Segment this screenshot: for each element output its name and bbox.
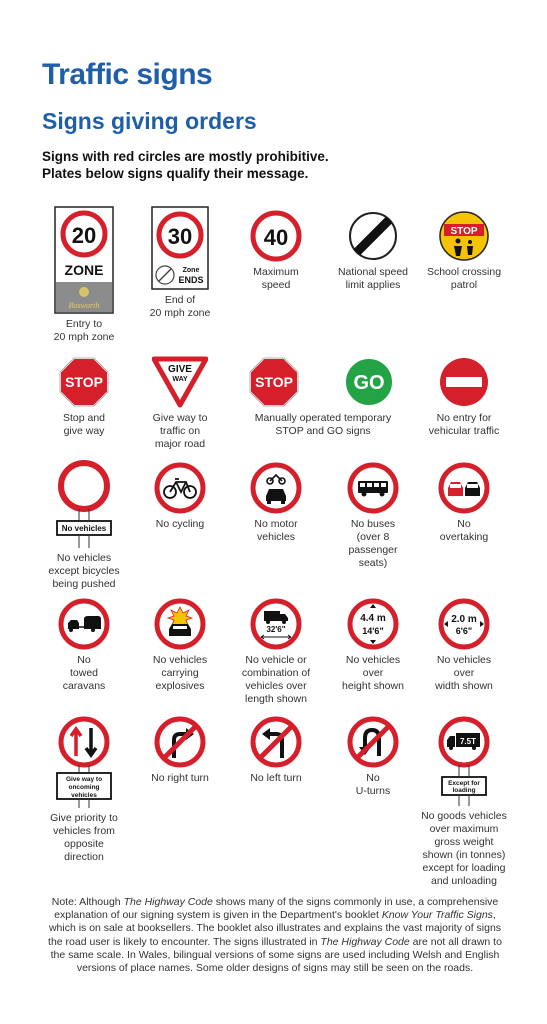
sign-no-motor-vehicles (224, 462, 328, 544)
sign-no-towed-caravans (32, 598, 136, 693)
caption-width-limit: No vehicles over width shown (435, 654, 493, 692)
no-motor-vehicles-icon (250, 462, 302, 514)
zone-20-sign-icon (54, 206, 114, 314)
width-metric: 2.0 m (451, 614, 477, 625)
note-italic-3: The Highway Code (320, 935, 410, 948)
sign-school-crossing (412, 210, 516, 292)
no-u-turn-icon (347, 716, 399, 768)
length-limit-value: 32'6" (266, 625, 286, 634)
height-limit-icon (347, 598, 399, 650)
school-crossing-patrol-icon (438, 210, 490, 262)
sign-national-speed (321, 210, 425, 292)
zone-word: ZONE (64, 262, 104, 278)
goods-plate-line-1: Except for (448, 780, 480, 787)
sign-no-left-turn (224, 716, 328, 785)
manual-stop-text: STOP (255, 374, 293, 390)
sign-no-buses (321, 462, 425, 570)
sign-width-limit (412, 598, 516, 693)
page-title: Traffic signs (42, 58, 213, 91)
caption-no-goods-vehicles: No goods vehicles over maximum gross weight shown (in tonnes) except for loading and unloading (421, 810, 507, 887)
sign-stop (32, 356, 136, 438)
no-entry-sign-icon (438, 356, 490, 408)
give-way-line-2: WAY (172, 376, 188, 383)
caption-stop: Stop and give way (62, 412, 106, 437)
section-title: Signs giving orders (42, 108, 257, 134)
give-way-sign-icon (152, 356, 208, 408)
no-vehicles-plate-text: No vehicles (61, 524, 107, 533)
give-way-line-1: GIVE (168, 364, 192, 375)
caption-no-buses: No buses (over 8 passenger seats) (348, 518, 398, 569)
national-speed-limit-icon (347, 210, 399, 262)
caption-length-limit: No vehicle or combination of vehicles over length shown (241, 654, 311, 705)
caption-no-right-turn: No right turn (151, 772, 209, 784)
priority-plate-line-1: Give way to (65, 776, 103, 783)
zone-ends-line-2: ENDS (178, 275, 204, 285)
caption-no-vehicles: No vehicles except bicycles being pushed (48, 552, 120, 590)
intro-text (42, 148, 329, 182)
caption-end-20-zone: End of 20 mph zone (149, 294, 211, 319)
no-overtaking-sign-icon (438, 462, 490, 514)
sign-no-entry (412, 356, 516, 438)
sign-no-overtaking (412, 462, 516, 544)
no-goods-vehicles-icon (434, 716, 494, 806)
caption-no-cycling: No cycling (155, 518, 205, 530)
caption-no-entry: No entry for vehicular traffic (428, 412, 500, 437)
sign-length-limit (224, 598, 328, 706)
priority-plate-line-2: oncoming (68, 784, 100, 791)
sign-give-way (128, 356, 232, 451)
speed-40-sign-icon (250, 210, 302, 262)
no-vehicles-sign-icon (54, 460, 114, 548)
manual-stop-icon (248, 356, 300, 408)
sign-no-right-turn (128, 716, 232, 785)
caption-no-u-turns: No U-turns (355, 772, 391, 797)
sign-no-goods-vehicles (412, 716, 516, 888)
caption-no-towed-caravans: No towed caravans (62, 654, 106, 692)
caption-entry-20-zone: Entry to 20 mph zone (53, 318, 115, 343)
give-priority-icon (54, 716, 114, 808)
sign-no-explosives (128, 598, 232, 693)
caption-no-motor-vehicles: No motor vehicles (254, 518, 298, 543)
width-imperial: 6'6" (455, 626, 473, 636)
height-imperial: 14'6" (362, 626, 384, 636)
sign-height-limit (321, 598, 425, 693)
caption-give-priority: Give priority to vehicles from opposite direction (50, 812, 118, 863)
caption-maximum-speed: Maximum speed (253, 266, 299, 291)
caption-no-left-turn: No left turn (250, 772, 302, 784)
caption-height-limit: No vehicles over height shown (342, 654, 404, 692)
zone-ends-line-1: Zone (182, 267, 200, 274)
manual-go-icon (343, 356, 395, 408)
sign-end-20-zone (128, 206, 232, 320)
note-text-3: , which is on sale at booksellers. The booklet also illustrates and explains the vast majority of signs the road user is likely to encounter. The signs illustrated in (48, 909, 502, 948)
sign-no-cycling (128, 462, 232, 531)
sign-maximum-speed (224, 210, 328, 292)
caption-no-explosives: No vehicles carrying explosives (152, 654, 208, 692)
no-explosives-icon (154, 598, 206, 650)
priority-plate-line-3: vehicles (71, 792, 97, 799)
manual-go-text: GO (353, 372, 385, 394)
caption-national-speed: National speed limit applies (337, 266, 409, 291)
sign-manual-stop-go (238, 356, 408, 438)
note-italic-2: Know Your Traffic Signs (381, 909, 493, 922)
zone-town-name: Bosworth (68, 301, 100, 310)
speed-40-number: 40 (263, 225, 289, 250)
no-towed-caravans-icon (58, 598, 110, 650)
caption-manual-stop-go: Manually operated temporary STOP and GO signs (254, 412, 392, 437)
width-limit-icon (438, 598, 490, 650)
zone-ends-sign-icon (151, 206, 209, 290)
end-zone-number: 30 (167, 224, 193, 249)
caption-no-overtaking: No overtaking (439, 518, 489, 543)
intro-line-1: Signs with red circles are mostly prohibitive. (42, 149, 329, 164)
note-text-1: Note: Although (51, 896, 124, 908)
zone-20-number: 20 (71, 223, 97, 248)
sign-give-priority (32, 716, 136, 864)
note-text-4: are not all drawn to the same scale. In Wales, bilingual versions of some signs are used including Welsh and English versions of place names. Some older designs of signs may still be seen on the roads. (50, 935, 502, 975)
note-text-2: shows many of the signs commonly in use, a comprehensive explanation of our signing system is given in the Department's booklet (54, 896, 499, 922)
footnote (42, 896, 508, 975)
intro-line-2: Plates below signs qualify their message. (42, 166, 309, 181)
goods-plate-line-2: loading (452, 787, 476, 794)
caption-give-way: Give way to traffic on major road (152, 412, 208, 450)
no-cycling-sign-icon (154, 462, 206, 514)
note-italic-1: The Highway Code (123, 896, 213, 908)
height-metric: 4.4 m (360, 613, 386, 624)
school-stop-text: STOP (450, 226, 478, 237)
no-buses-sign-icon (347, 462, 399, 514)
stop-sign-text: STOP (65, 374, 103, 390)
goods-weight-value: 7.5T (459, 737, 477, 746)
caption-school-crossing: School crossing patrol (426, 266, 502, 291)
sign-no-u-turns (321, 716, 425, 798)
sign-entry-20-zone (32, 206, 136, 344)
no-right-turn-icon (154, 716, 206, 768)
no-left-turn-icon (250, 716, 302, 768)
stop-sign-icon (58, 356, 110, 408)
length-limit-icon (250, 598, 302, 650)
sign-no-vehicles (32, 460, 136, 591)
